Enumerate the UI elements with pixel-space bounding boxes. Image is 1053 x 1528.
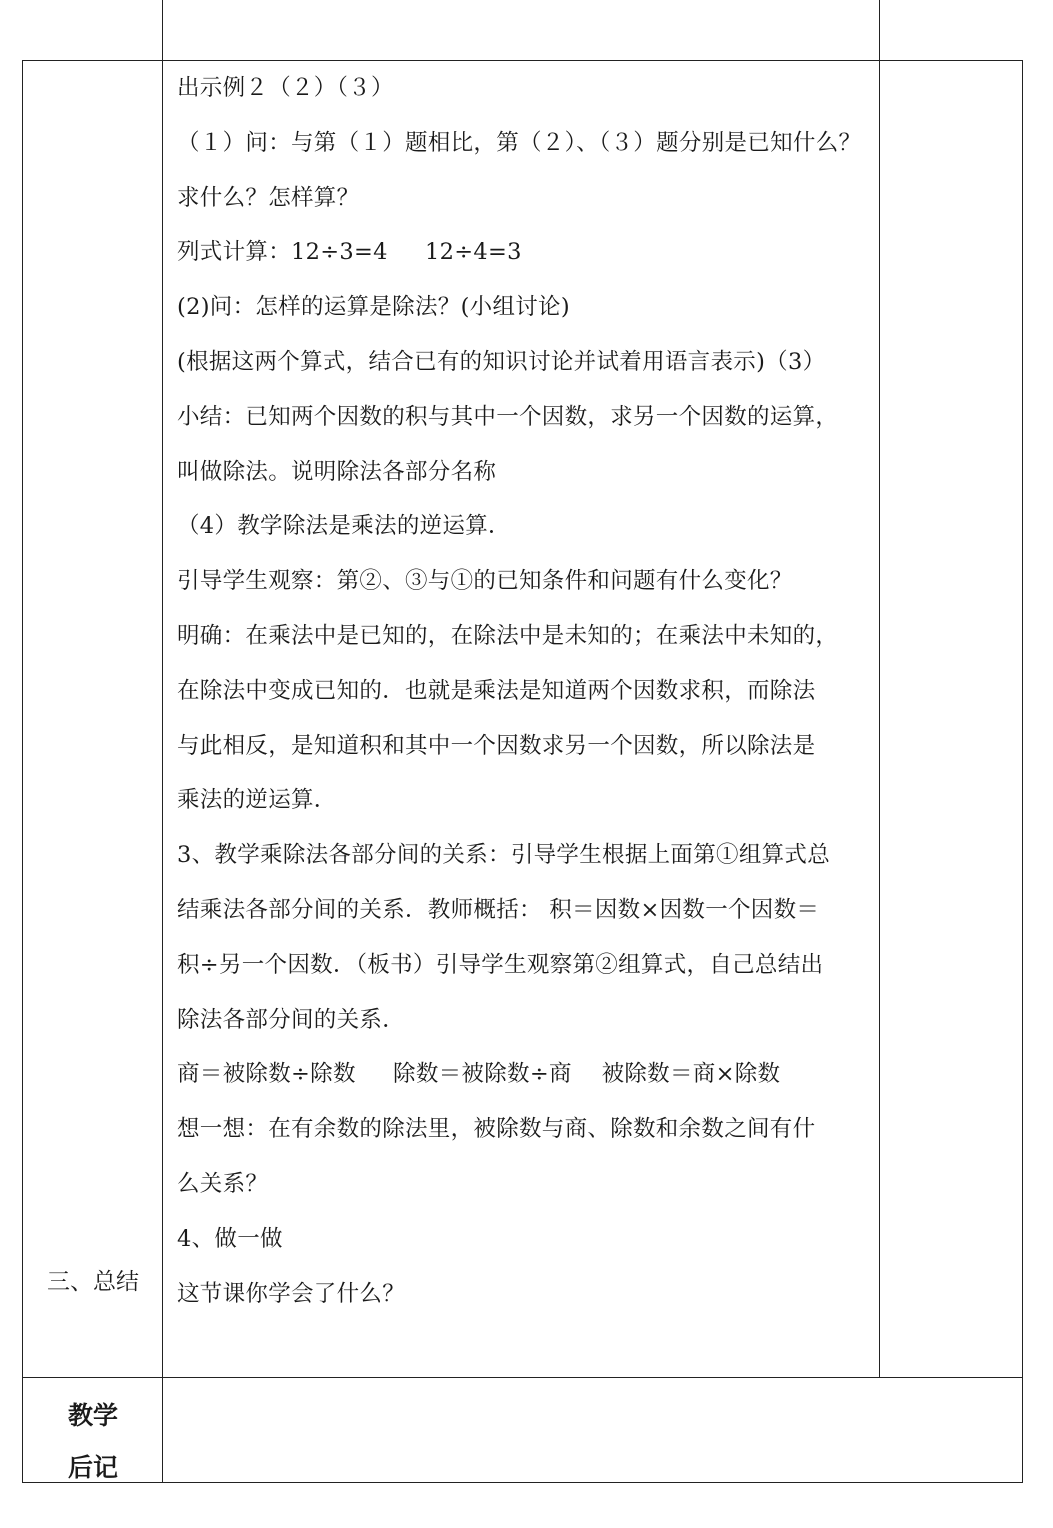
content-line: 在除法中变成已知的．也就是乘法是知道两个因数求积，而除法 — [177, 677, 816, 704]
content-line: 除法各部分间的关系． — [177, 1006, 406, 1033]
content-line: 3、教学乘除法各部分间的关系：引导学生根据上面第①组算式总 — [177, 842, 831, 869]
section-label: 三、总结 — [47, 1269, 139, 1295]
content-line: 与此相反，是知道积和其中一个因数求另一个因数，所以除法是 — [177, 732, 816, 759]
main-row — [23, 61, 1022, 1378]
notes-label-line: 教学 — [67, 1401, 118, 1430]
content-line: (2)问：怎样的运算是除法？(小组讨论) — [177, 294, 570, 321]
lesson-plan-table — [22, 60, 1023, 1483]
content-line: 明确：在乘法中是已知的，在除法中是未知的；在乘法中未知的， — [177, 622, 839, 649]
content-line: 叫做除法。说明除法各部分名称 — [177, 458, 497, 485]
content-line: 乘法的逆运算． — [177, 787, 337, 814]
content-line: 商＝被除数÷除数 除数＝被除数÷商 被除数＝商×除数 — [177, 1061, 781, 1088]
lesson-content — [177, 61, 877, 1321]
content-line: 小结：已知两个因数的积与其中一个因数，求另一个因数的运算， — [177, 403, 839, 430]
content-line: 这节课你学会了什么？ — [177, 1280, 406, 1307]
content-line: 出示例２（２）（３） — [177, 75, 394, 101]
content-line: （4）教学除法是乘法的逆运算． — [177, 513, 511, 540]
top-border-left — [162, 0, 163, 60]
content-line: （１）问：与第（１）题相比，第（２）、（３）题分别是已知什么？ — [177, 129, 862, 156]
section-label-cell — [23, 61, 163, 1377]
content-line: 引导学生观察：第②、③与①的已知条件和问题有什么变化？ — [177, 568, 793, 595]
content-line: 么关系？ — [177, 1170, 269, 1197]
top-border-right — [879, 0, 880, 60]
notes-row — [23, 1378, 1022, 1482]
notes-label — [23, 1390, 163, 1494]
content-line: (根据这两个算式，结合已有的知识讨论并试着用语言表示)（3） — [177, 348, 826, 375]
content-line: 想一想：在有余数的除法里，被除数与商、除数和余数之间有什 — [177, 1116, 816, 1143]
notes-label-line: 后记 — [67, 1453, 118, 1482]
content-line: 4、做一做 — [177, 1225, 283, 1252]
content-line: 结乘法各部分间的关系．教师概括： 积＝因数×因数一个因数＝ — [177, 896, 820, 923]
content-line: 列式计算：12÷3=4 12÷4=3 — [177, 239, 522, 266]
right-blank-cell — [879, 61, 1022, 1377]
content-line: 求什么？怎样算？ — [177, 184, 360, 211]
content-line: 积÷另一个因数．（板书）引导学生观察第②组算式，自己总结出 — [177, 951, 824, 978]
